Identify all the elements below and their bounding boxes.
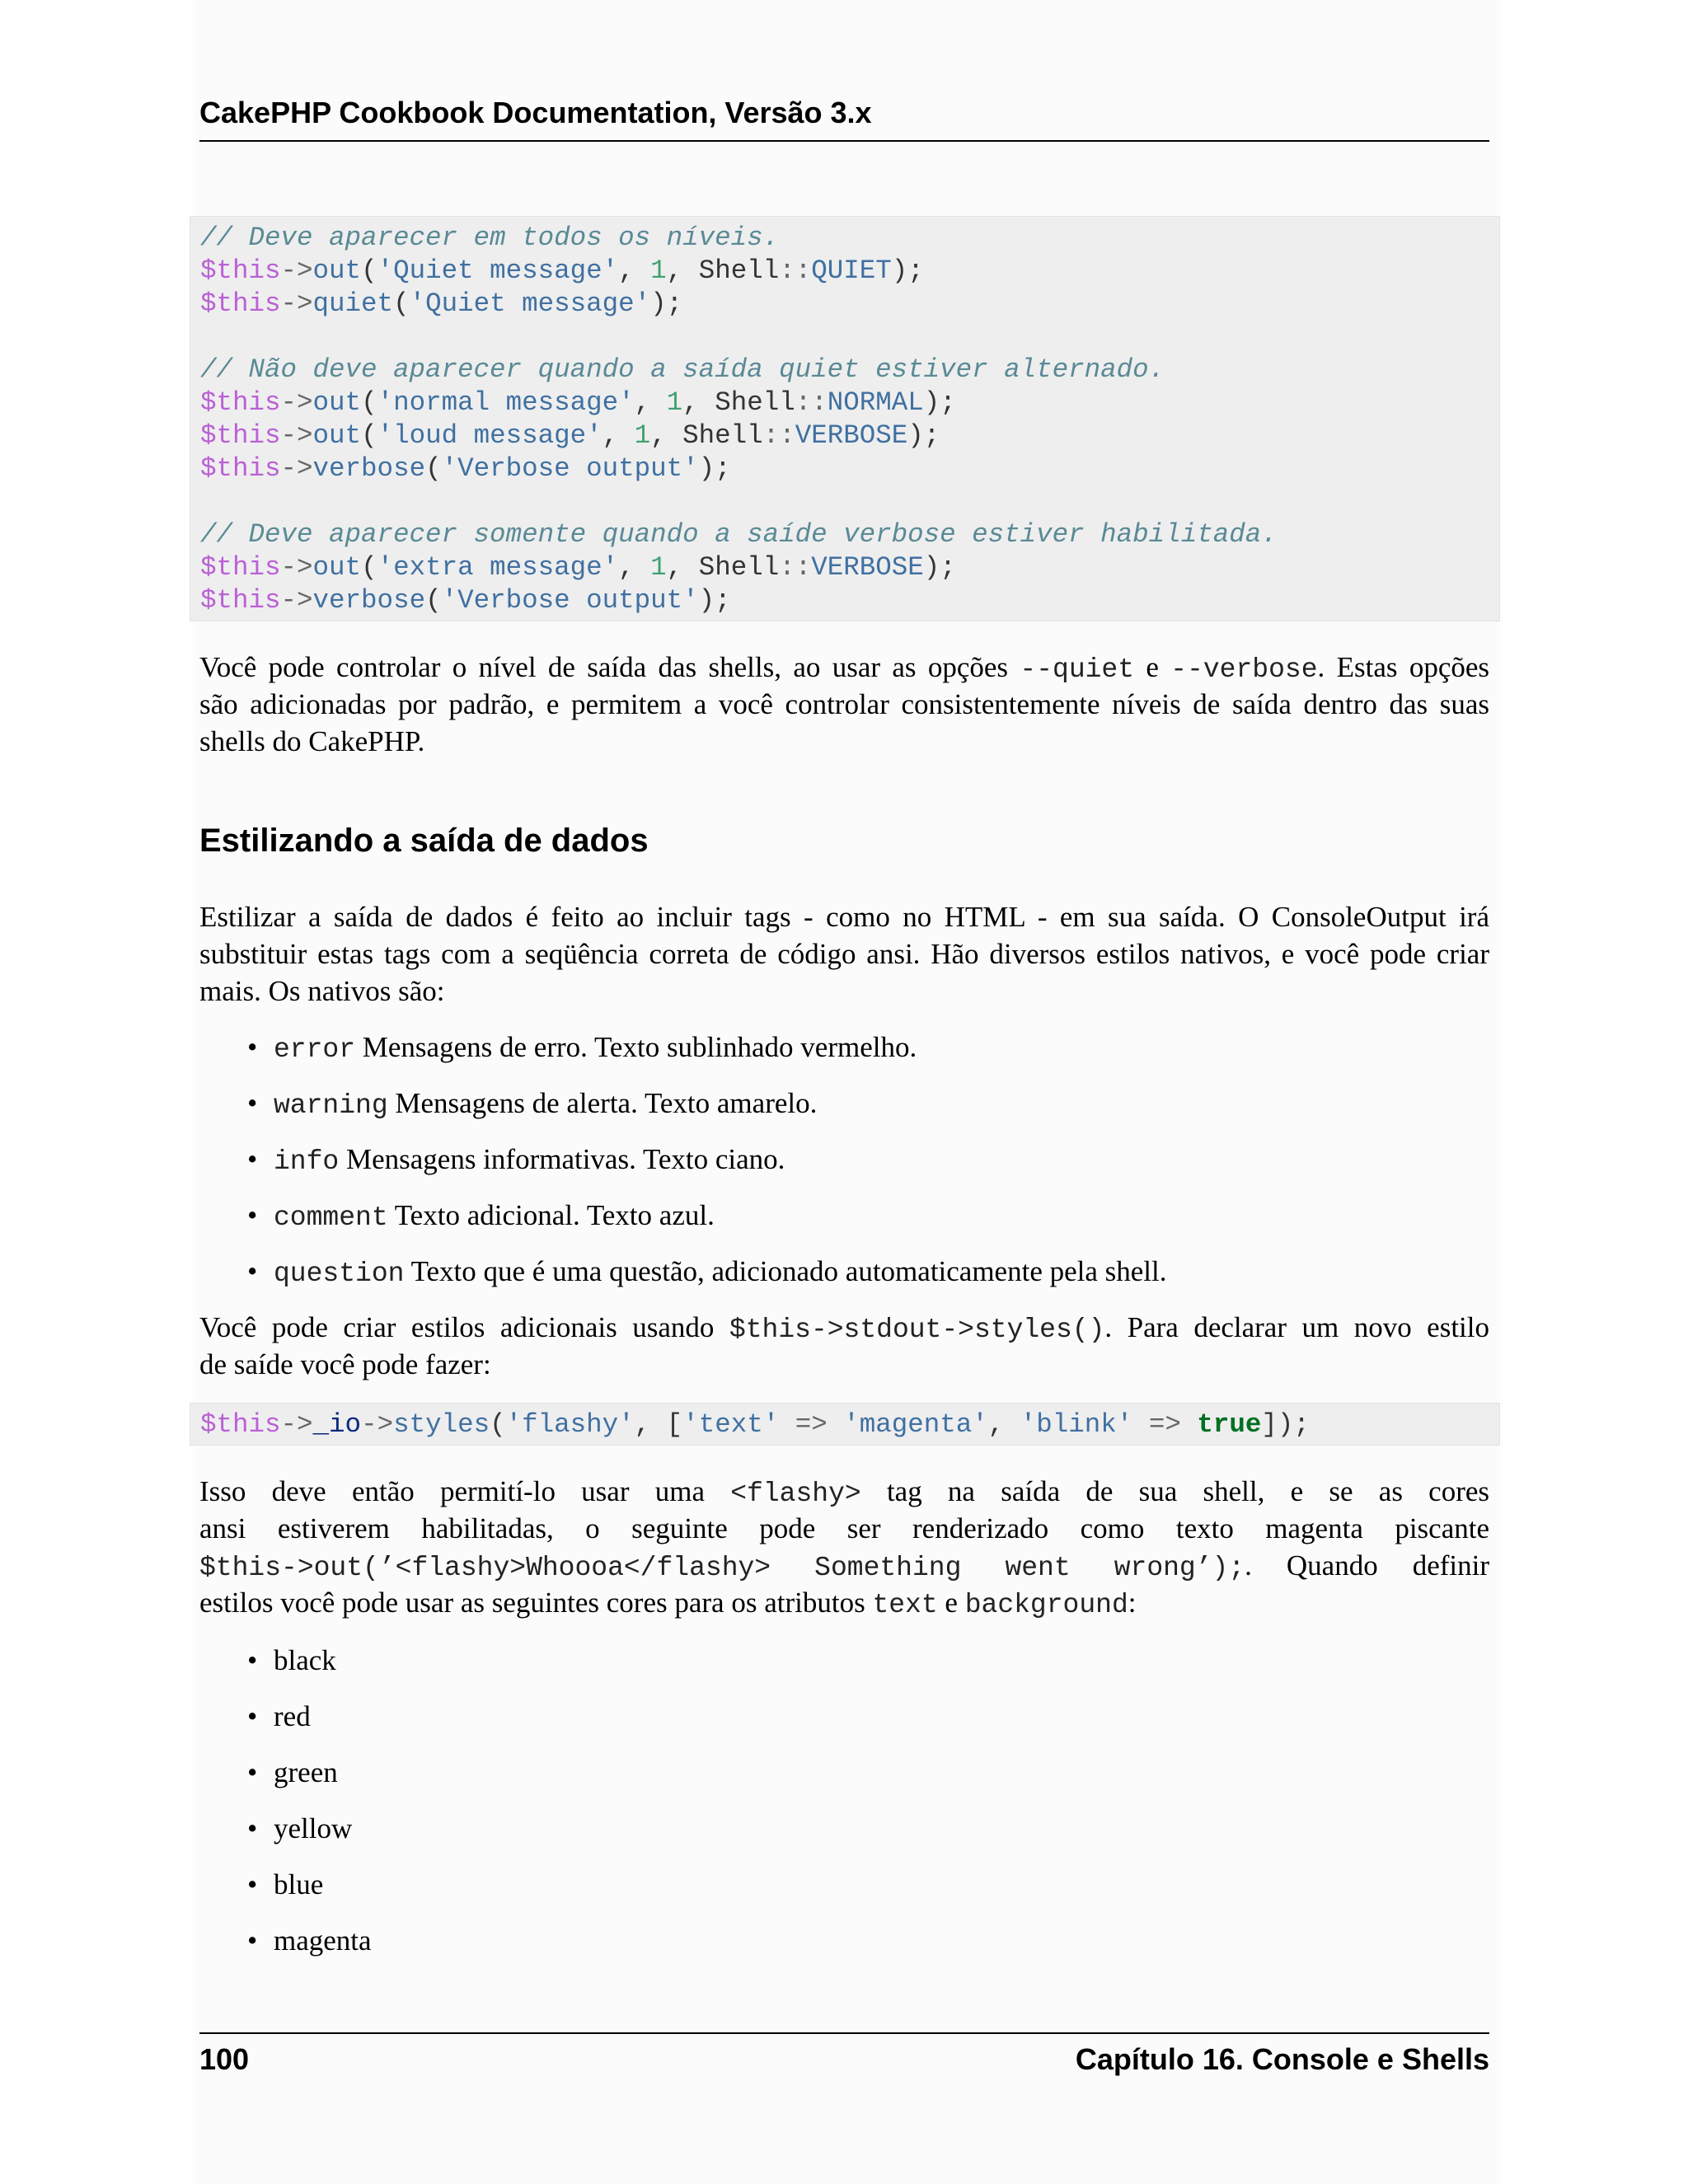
code-line: // Deve aparecer em todos os níveis. (200, 223, 780, 253)
paragraph-line: Você pode criar estilos adicionais usando $this->stdout->styles(). Para declarar um novo estilo (199, 1311, 1490, 1345)
list-item: • warning Mensagens de alerta. Texto amarelo. (239, 1085, 1475, 1141)
inline-code: background (964, 1590, 1128, 1620)
list-item: • comment Texto adicional. Texto azul. (239, 1197, 1475, 1253)
paragraph-additional-styles (199, 1309, 1489, 1383)
paragraph-line: Você pode controlar o nível de saída das shells, ao usar as opções --quiet e --verbose. Estas opções (199, 651, 1490, 685)
list-item: • red (239, 1698, 1475, 1754)
paragraph-line: ansi estiverem habilitadas, o seguinte pode ser renderizado como texto magenta piscante (199, 1512, 1489, 1544)
bullet-icon: • (247, 1756, 258, 1788)
list-item: • yellow (239, 1810, 1475, 1866)
header-title: CakePHP Cookbook Documentation, Versão 3.x (199, 96, 872, 129)
inline-code: question (274, 1258, 405, 1289)
inline-code: $this->stdout->styles() (729, 1315, 1105, 1345)
paragraph-line: $this->out(’<flashy>Whoooa</flashy> Something went wrong’);. Quando definir (199, 1549, 1489, 1583)
styles-list (239, 1029, 1475, 1309)
bullet-icon: • (247, 1812, 258, 1844)
running-header (199, 92, 1489, 142)
bullet-icon: • (247, 1255, 258, 1287)
code-blank-line (190, 485, 1499, 518)
paragraph-line: Isso deve então permití-lo usar uma <flashy> tag na saída de sua shell, e se as cores (199, 1475, 1490, 1509)
paragraph-line: mais. Os nativos são: (199, 975, 445, 1007)
inline-code: warning (274, 1090, 388, 1121)
paragraph-line: são adicionadas por padrão, e permitem a você controlar consistentemente níveis de saída dentro das suas (199, 688, 1489, 720)
list-item: • question Texto que é uma questão, adicionado automaticamente pela shell. (239, 1253, 1475, 1309)
bullet-icon: • (247, 1924, 258, 1957)
bullet-icon: • (247, 1143, 258, 1175)
code-line: $this->out('extra message', 1, Shell::VERBOSE); (200, 552, 956, 583)
list-item: • green (239, 1754, 1475, 1810)
code-line: $this->verbose('Verbose output'); (200, 585, 731, 616)
code-line: // Não deve aparecer quando a saída quiet estiver alternado. (200, 354, 1165, 385)
bullet-icon: • (247, 1031, 258, 1063)
code-line: $this->_io->styles('flashy', ['text' => 'magenta', 'blink' => true]); (200, 1409, 1310, 1440)
bullet-icon: • (247, 1868, 258, 1900)
page-number: 100 (199, 2042, 250, 2076)
chapter-title: Capítulo 16. Console e Shells (1075, 2042, 1489, 2076)
paragraph-line: shells do CakePHP. (199, 725, 425, 757)
colors-list (239, 1642, 1475, 1978)
paragraph-line: de saíde você pode fazer: (199, 1348, 491, 1380)
section-heading: Estilizando a saída de dados (199, 823, 649, 859)
code-block-styles (190, 1403, 1500, 1446)
inline-code: comment (274, 1202, 388, 1233)
paragraph-output-options (199, 649, 1489, 760)
code-line: $this->out('loud message', 1, Shell::VERBOSE); (200, 420, 940, 451)
running-footer (199, 2032, 1489, 2080)
paragraph-line: Estilizar a saída de dados é feito ao incluir tags - como no HTML - em sua saída. O ConsoleOutput irá (199, 901, 1489, 933)
list-item: • blue (239, 1866, 1475, 1922)
code-line: $this->verbose('Verbose output'); (200, 453, 731, 484)
list-item: • error Mensagens de erro. Texto sublinhado vermelho. (239, 1029, 1475, 1085)
bullet-icon: • (247, 1087, 258, 1119)
inline-code: <flashy> (730, 1479, 861, 1509)
code-line: // Deve aparecer somente quando a saíde verbose estiver habilitada. (200, 519, 1278, 550)
inline-code: --quiet (1020, 654, 1135, 685)
inline-code: $this->out(’<flashy>Whoooa</flashy> Something went wrong’); (199, 1553, 1245, 1583)
code-line: $this->quiet('Quiet message'); (200, 288, 683, 319)
list-item: • magenta (239, 1922, 1475, 1978)
inline-code: error (274, 1034, 356, 1065)
inline-code: info (274, 1146, 340, 1177)
paragraph-flashy-usage (199, 1473, 1489, 1621)
paragraph-styling-intro (199, 898, 1489, 1010)
code-blank-line (190, 321, 1499, 354)
paragraph-line: substituir estas tags com a seqüência correta de código ansi. Hão diversos estilos nativos, e você pode criar (199, 938, 1489, 970)
bullet-icon: • (247, 1700, 258, 1732)
code-block-output-levels (190, 216, 1500, 621)
code-line: $this->out('Quiet message', 1, Shell::QUIET); (200, 255, 924, 286)
inline-code: text (872, 1590, 938, 1620)
inline-code: --verbose (1170, 654, 1318, 685)
bullet-icon: • (247, 1644, 258, 1676)
list-item: • info Mensagens informativas. Texto ciano. (239, 1141, 1475, 1197)
bullet-icon: • (247, 1199, 258, 1231)
paragraph-line: estilos você pode usar as seguintes cores para os atributos text e background: (199, 1586, 1137, 1620)
list-item: • black (239, 1642, 1475, 1698)
code-line: $this->out('normal message', 1, Shell::NORMAL); (200, 387, 956, 418)
